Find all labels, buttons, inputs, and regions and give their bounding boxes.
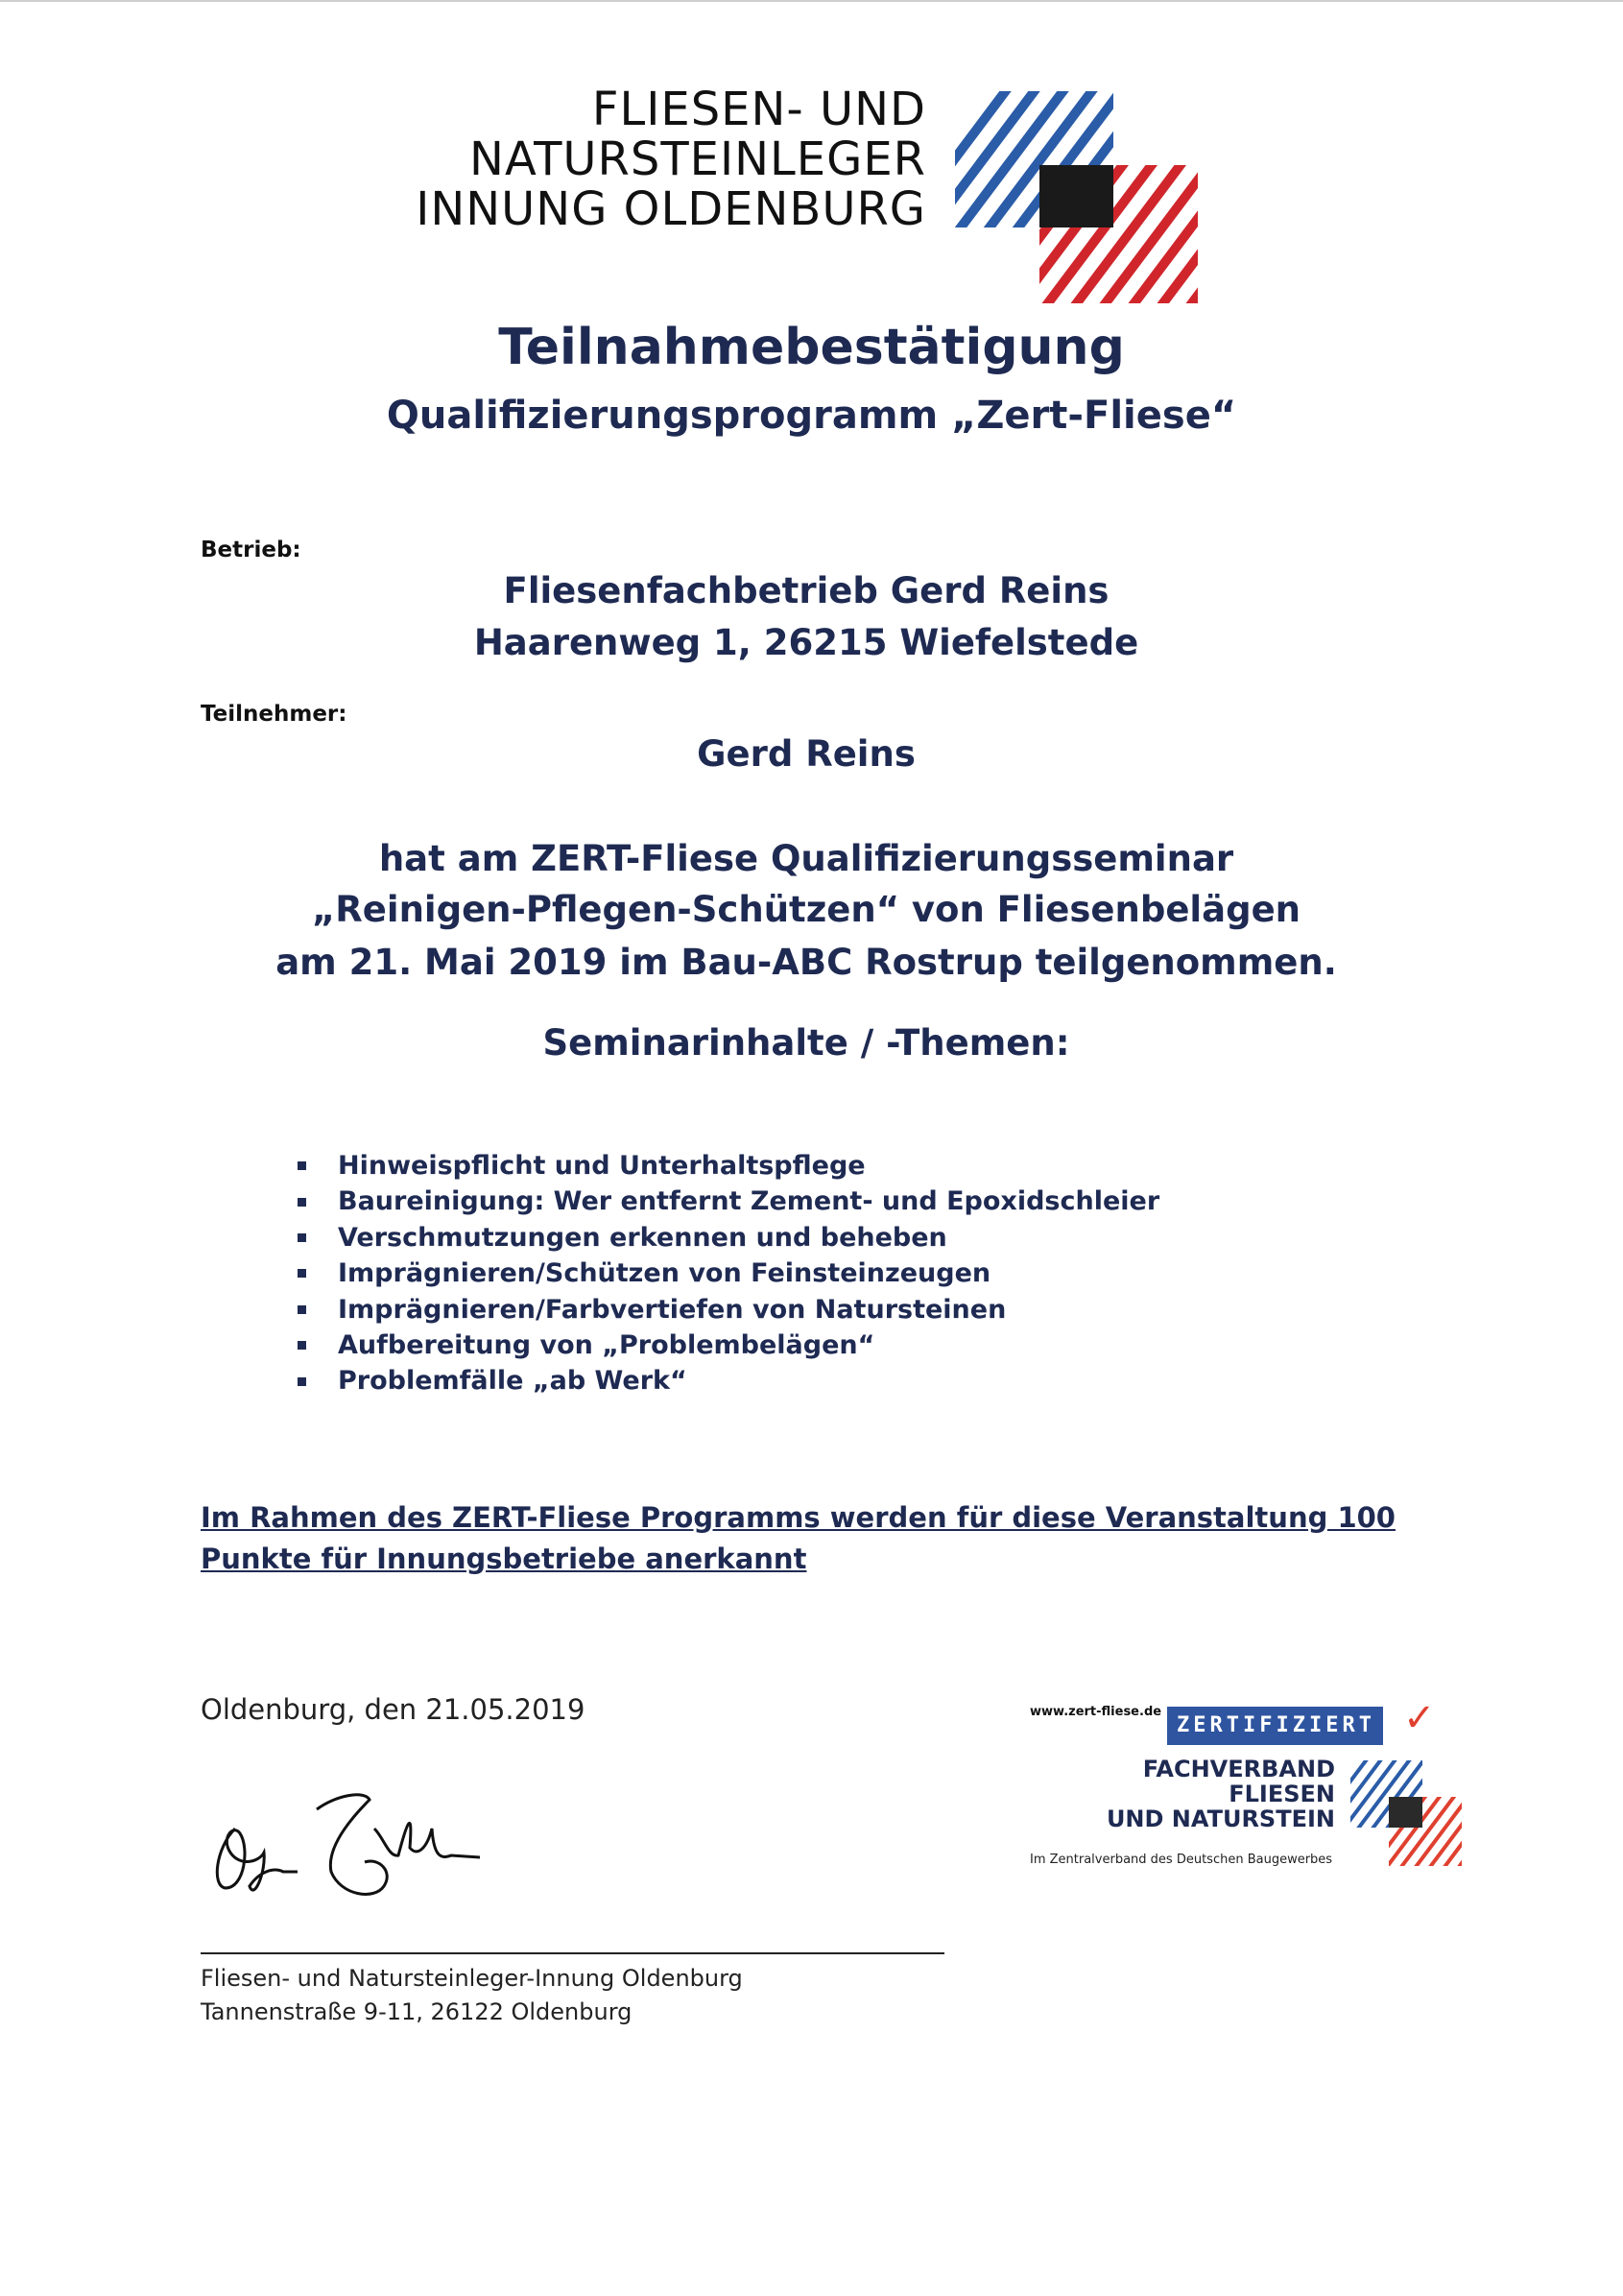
statement-line: hat am ZERT-Fliese Qualifizierungsseminar bbox=[378, 838, 1234, 879]
logo-line: INNUNG OLDENBURG bbox=[416, 182, 926, 236]
topic-text: Hinweispflicht und Unterhaltspflege bbox=[338, 1151, 866, 1181]
participant-name: Gerd Reins bbox=[697, 733, 916, 775]
document-subtitle: Qualifizierungsprogramm „Zert-Fliese“ bbox=[386, 394, 1237, 438]
company-address: Haarenweg 1, 26215 Wiefelstede bbox=[473, 622, 1139, 663]
betrieb-label: Betrieb: bbox=[201, 538, 301, 562]
cert-logo-icon bbox=[1350, 1760, 1462, 1866]
signature bbox=[206, 1781, 494, 1905]
guild-logo-text bbox=[416, 84, 926, 234]
bullet-icon bbox=[298, 1198, 306, 1207]
logo-line: NATURSTEINLEGER bbox=[469, 132, 926, 186]
cert-org-line: UND NATURSTEIN bbox=[1106, 1806, 1335, 1832]
cert-url: www.zert-fliese.de bbox=[1030, 1705, 1162, 1719]
bullet-icon bbox=[298, 1161, 306, 1170]
bullet-icon bbox=[298, 1341, 306, 1350]
bullet-icon bbox=[298, 1377, 306, 1386]
document-title: Teilnahmebestätigung bbox=[498, 319, 1125, 376]
topics-list bbox=[298, 1148, 1159, 1399]
certified-badge: ZERTIFIZIERT bbox=[1167, 1707, 1383, 1745]
list-item bbox=[298, 1327, 1159, 1363]
topic-text: Aufbereitung von „Problembelägen“ bbox=[338, 1330, 875, 1361]
topic-text: Imprägnieren/Schützen von Feinsteinzeugen bbox=[338, 1258, 991, 1289]
cert-org-name bbox=[1107, 1757, 1335, 1831]
teilnehmer-label: Teilnehmer: bbox=[201, 702, 347, 727]
cert-tagline: Im Zentralverband des Deutschen Baugewerbes bbox=[1030, 1853, 1333, 1867]
topic-text: Baureinigung: Wer entfernt Zement- und Epoxidschleier bbox=[338, 1186, 1160, 1217]
points-note: Im Rahmen des ZERT-Fliese Programms werden für diese Veranstaltung 100 Punkte für Innungsbetriebe anerkannt bbox=[201, 1501, 1396, 1575]
topic-text: Verschmutzungen erkennen und beheben bbox=[338, 1222, 947, 1253]
signature-line bbox=[201, 1952, 944, 1954]
bullet-icon bbox=[298, 1305, 306, 1314]
topic-text: Problemfälle „ab Werk“ bbox=[338, 1366, 687, 1397]
bullet-icon bbox=[298, 1233, 306, 1242]
list-item bbox=[298, 1220, 1159, 1256]
cert-org-line: FACHVERBAND bbox=[1142, 1756, 1335, 1782]
list-item bbox=[298, 1363, 1159, 1399]
issuer-address bbox=[201, 1962, 743, 2029]
list-item bbox=[298, 1292, 1159, 1327]
scan-edge bbox=[0, 0, 1623, 2]
statement-line: „Reinigen-Pflegen-Schützen“ von Fliesenbelägen bbox=[311, 889, 1301, 930]
issuer-name: Fliesen- und Natursteinleger-Innung Oldenburg bbox=[201, 1965, 743, 1992]
issuer-street: Tannenstraße 9-11, 26122 Oldenburg bbox=[201, 1998, 632, 2025]
list-item bbox=[298, 1184, 1159, 1219]
logo-line: FLIESEN- UND bbox=[591, 83, 926, 136]
company-name: Fliesenfachbetrieb Gerd Reins bbox=[503, 570, 1110, 611]
cert-org-line: FLIESEN bbox=[1229, 1781, 1335, 1807]
bullet-icon bbox=[298, 1269, 306, 1278]
guild-logo-icon bbox=[955, 91, 1200, 304]
topic-text: Imprägnieren/Farbvertiefen von Natursteinen bbox=[338, 1294, 1007, 1325]
statement-line: am 21. Mai 2019 im Bau-ABC Rostrup teilgenommen. bbox=[275, 942, 1337, 983]
topics-heading: Seminarinhalte / -Themen: bbox=[542, 1022, 1070, 1064]
checkmark-icon: ✓ bbox=[1403, 1696, 1436, 1740]
place-date: Oldenburg, den 21.05.2019 bbox=[201, 1693, 585, 1726]
list-item bbox=[298, 1256, 1159, 1291]
list-item bbox=[298, 1148, 1159, 1184]
